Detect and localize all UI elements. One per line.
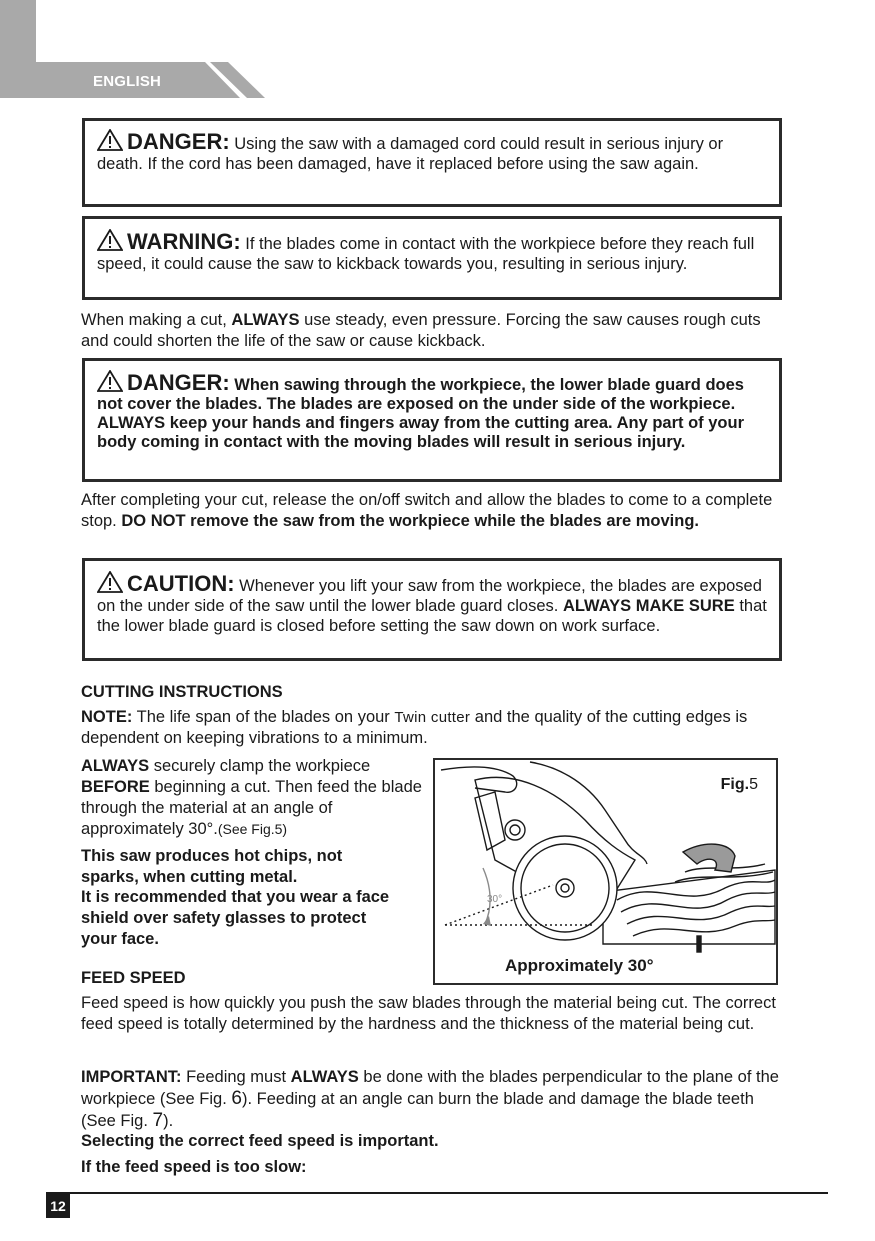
- warning-triangle-icon: [97, 370, 123, 392]
- page-number: 12: [46, 1194, 70, 1218]
- important-always: ALWAYS: [290, 1068, 359, 1086]
- figure-label-text: Fig.: [720, 776, 750, 793]
- danger-keyword: DANGER:: [127, 370, 230, 395]
- important-text-d: be done with the blades perpendicular to the plane of the workpiece (See Fig.: [81, 1068, 779, 1108]
- language-label: ENGLISH: [93, 73, 162, 90]
- after-text-bold: DO NOT remove the saw from the workpiece while the blades are moving.: [121, 512, 700, 530]
- important-text-f: ). Feeding at an angle can burn the blade and damage the blade teeth (See Fig.: [81, 1090, 754, 1130]
- warning-triangle-icon: [97, 129, 123, 151]
- important-label: IMPORTANT:: [81, 1068, 182, 1086]
- footer-divider: [46, 1192, 828, 1194]
- angle-label: 30°: [487, 894, 503, 905]
- danger-box-cord: [82, 118, 782, 207]
- fig6-ref: 6: [231, 1088, 242, 1109]
- warning-triangle-icon: [97, 571, 123, 593]
- danger-keyword: DANGER:: [127, 129, 230, 154]
- clamp-fig-ref: (See Fig.5): [217, 821, 288, 837]
- feed-speed-heading: FEED SPEED: [81, 969, 186, 987]
- important-text-h: ).: [163, 1112, 174, 1130]
- too-slow-paragraph: If the feed speed is too slow:: [81, 1158, 307, 1176]
- cutting-instructions-heading: CUTTING INSTRUCTIONS: [81, 683, 283, 701]
- clamp-paragraph: [81, 756, 426, 840]
- steady-text-bold: ALWAYS: [231, 311, 300, 329]
- figure-caption: Approximately 30°: [505, 956, 654, 975]
- figure-number: 5: [749, 776, 758, 793]
- clamp-before: BEFORE: [81, 778, 150, 796]
- hot-chips-paragraph: This saw produces hot chips, not sparks, when cutting metal.: [81, 847, 343, 886]
- steady-text-c: use steady, even pressure. Forcing the saw causes rough cuts and could shorten the life of the saw or cause kickback.: [81, 311, 761, 350]
- warning-triangle-icon: [97, 229, 123, 251]
- warning-text: If the blades come in contact with the workpiece before they reach full speed, it could cause the saw to kickback towards you, resulting in serious injury.: [97, 235, 755, 273]
- note-label: NOTE:: [81, 708, 133, 726]
- caution-text-bold: ALWAYS MAKE SURE: [562, 597, 735, 615]
- feed-speed-paragraph: Feed speed is how quickly you push the saw blades through the material being cut. The correct feed speed is totally determined by the hardness and the thickness of the material being cut.: [81, 994, 776, 1033]
- product-name: Twin cutter: [394, 709, 471, 726]
- after-text-a: After completing your cut, release the on/off switch and allow the blades to come to a complete stop.: [81, 491, 773, 530]
- fig7-ref: 7: [152, 1110, 164, 1131]
- danger-box-blade-guard: [82, 358, 782, 482]
- clamp-always: ALWAYS: [81, 757, 150, 775]
- after-cut-paragraph: [81, 490, 787, 532]
- note-text-d: and the quality of the cutting edges is dependent on keeping vibrations to a minimum.: [81, 708, 748, 747]
- clamp-text-d: beginning a cut. Then feed the blade through the material at an angle of approximately 30°.: [81, 778, 422, 838]
- face-shield-paragraph: It is recommended that you wear a face shield over safety glasses to protect your face.: [81, 888, 390, 948]
- caution-text-a: Whenever you lift your saw from the workpiece, the blades are exposed on the under side of the saw until the lower blade guard closes.: [97, 577, 762, 615]
- important-paragraph: [81, 1067, 786, 1132]
- steady-pressure-paragraph: [81, 310, 781, 352]
- important-text-b: Feeding must: [181, 1068, 291, 1086]
- figure-5: [433, 758, 778, 985]
- danger-text: When sawing through the workpiece, the lower blade guard does not cover the blades. The blades are exposed on the under side of the workpiece. ALWAYS keep your hands and fingers away from the cutting area. Any part of your body coming in contact with the moving blades will result in serious injury.: [97, 376, 744, 451]
- warning-keyword: WARNING:: [127, 229, 241, 254]
- header-bar: [0, 0, 36, 66]
- danger-text: Using the saw with a damaged cord could result in serious injury or death. If the cord has been damaged, have it replaced before using the saw again.: [97, 135, 724, 173]
- caution-keyword: CAUTION:: [127, 571, 235, 596]
- figure-label: [721, 776, 758, 794]
- clamp-text-b: securely clamp the workpiece: [149, 757, 371, 775]
- warning-box-kickback: [82, 216, 782, 300]
- caution-text-b: that the lower blade guard is closed before setting the saw down on work surface.: [97, 597, 767, 635]
- steady-text-a: When making a cut,: [81, 311, 232, 329]
- note-text-b: The life span of the blades on your: [132, 708, 395, 726]
- note-paragraph: [81, 707, 781, 749]
- caution-box-lift: [82, 558, 782, 661]
- selecting-paragraph: Selecting the correct feed speed is important.: [81, 1132, 439, 1150]
